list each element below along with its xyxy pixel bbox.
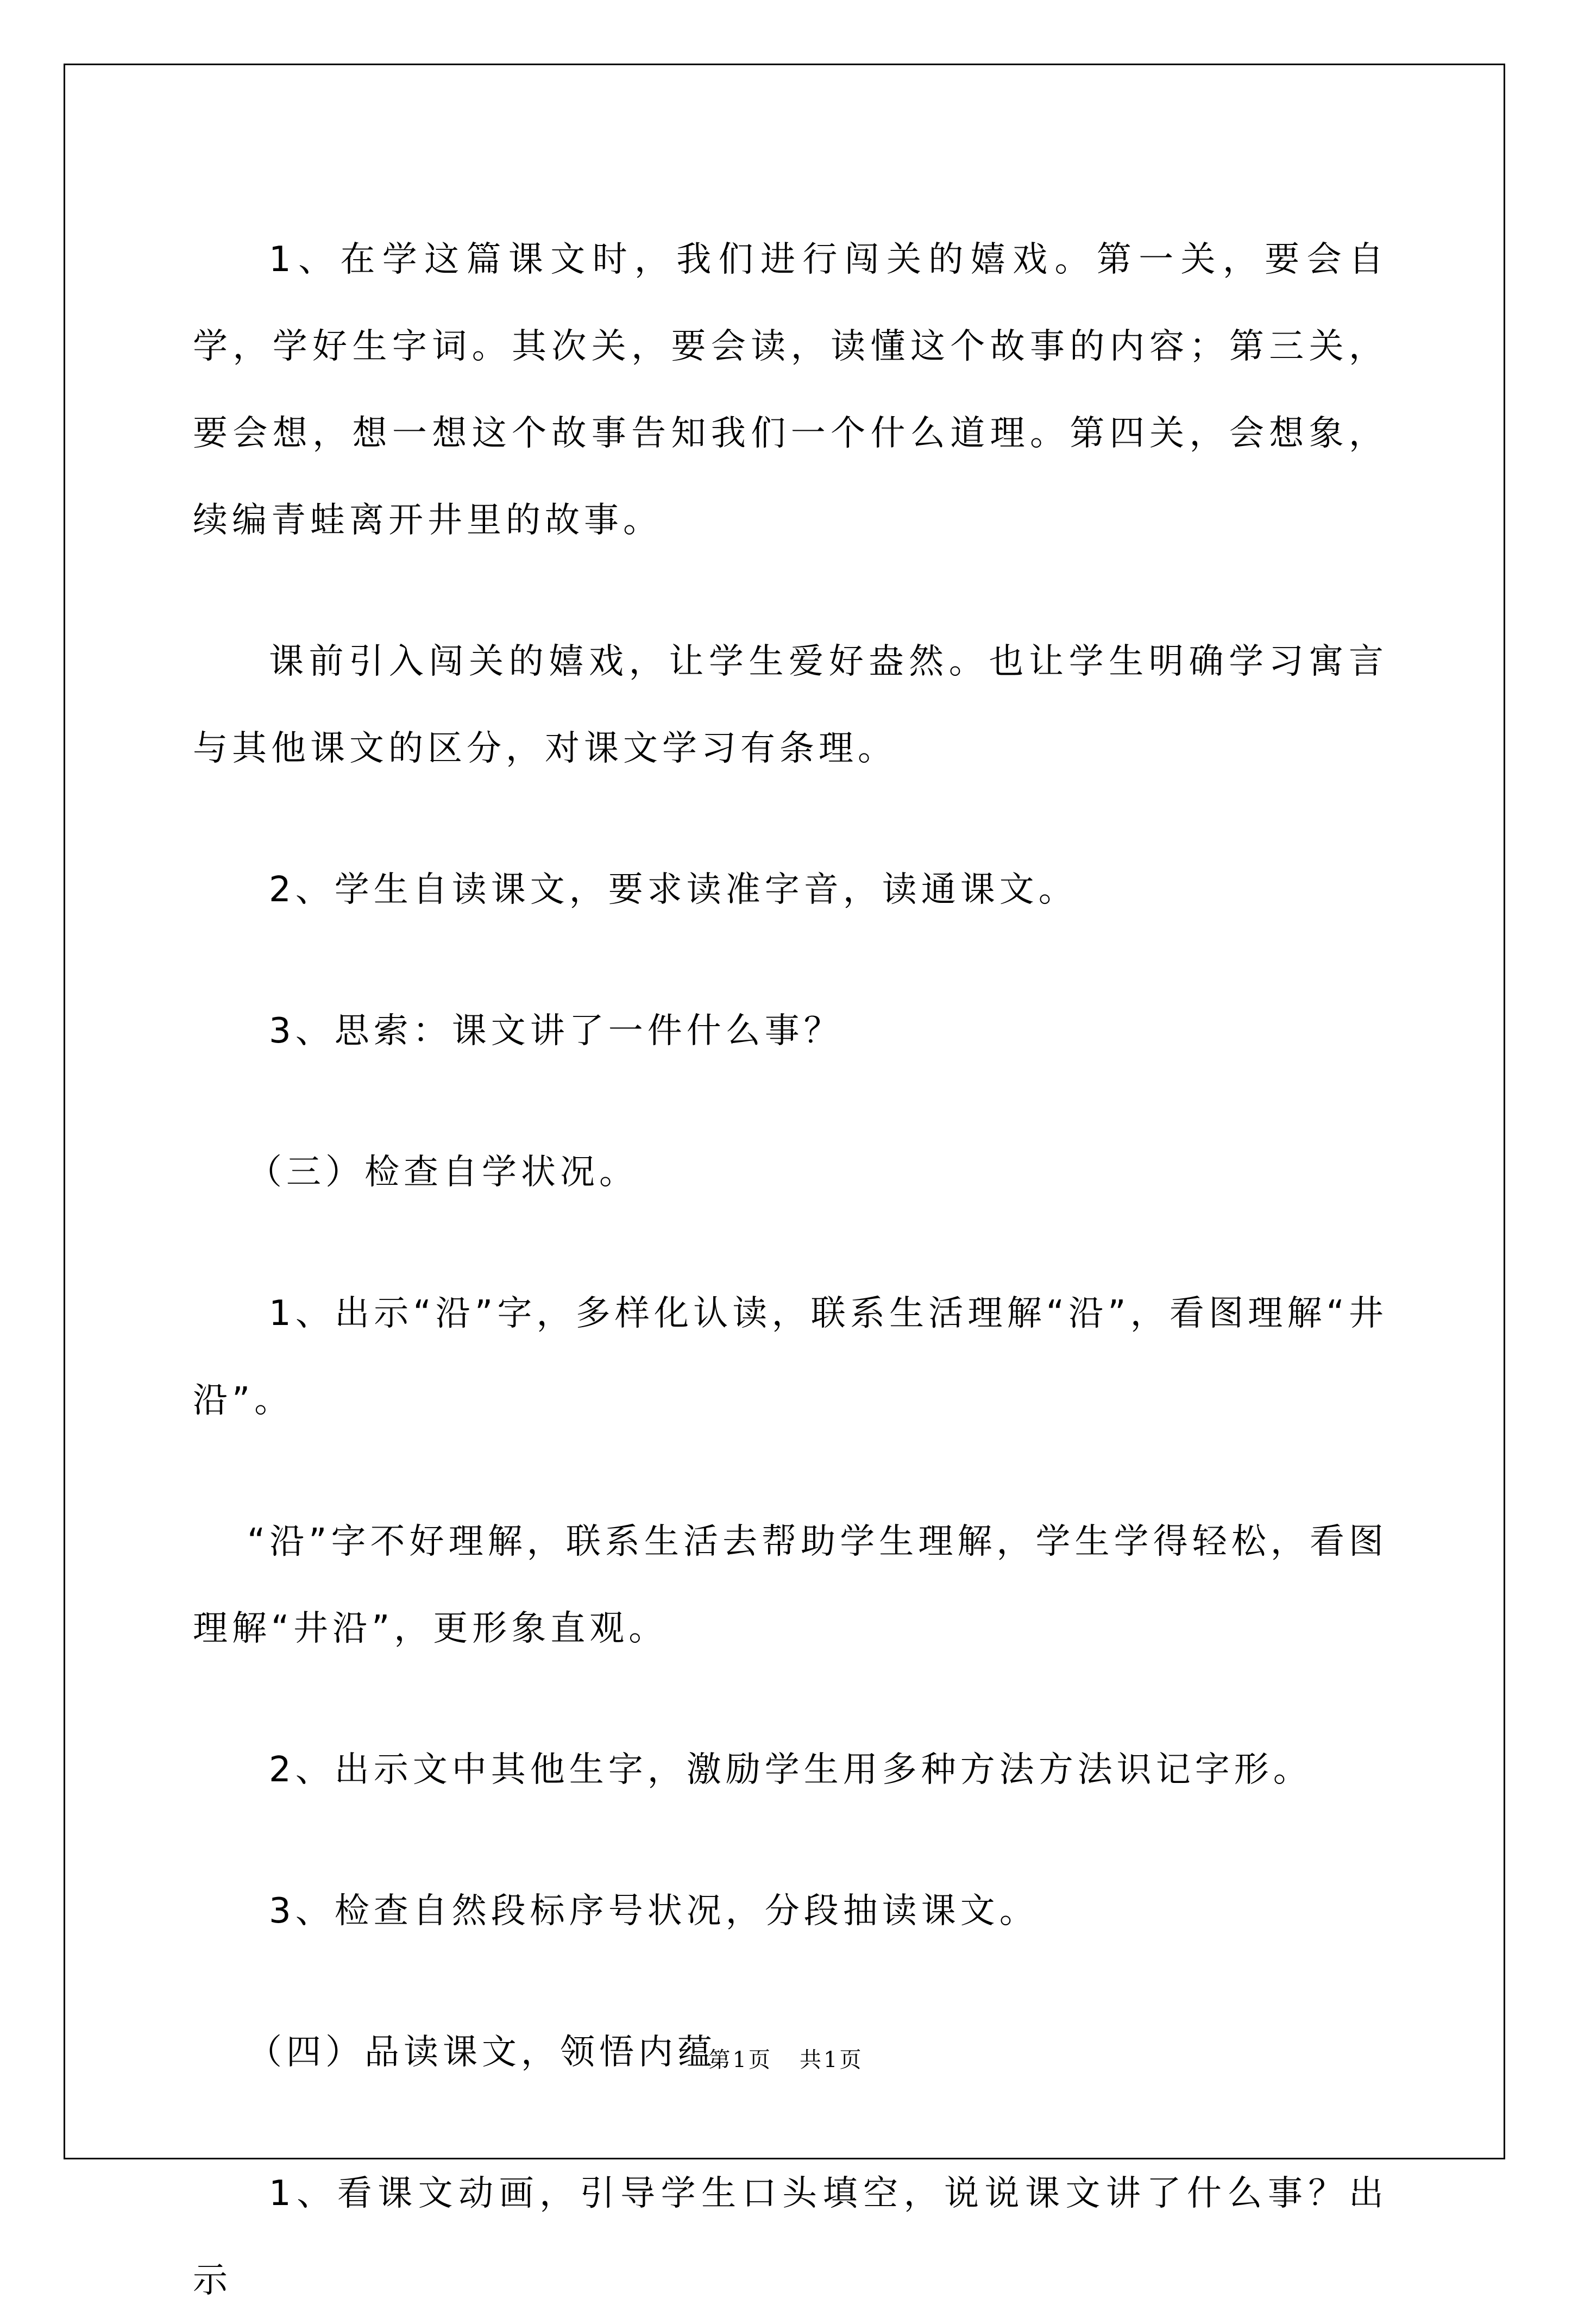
paragraph-8: 2、出示文中其他生字，激励学生用多种方法方法识记字形。	[269, 1750, 1312, 1790]
page-number: 第1页	[708, 2047, 772, 2072]
document-body	[193, 216, 1388, 2324]
paragraph-3: 2、学生自读课文，要求读准字音，读通课文。	[269, 870, 1078, 910]
paragraph-6: 1、出示“沿”字，多样化认读，联系生活理解“沿”，看图理解“井沿”。	[193, 1293, 1388, 1421]
page-footer	[0, 2043, 1572, 2074]
page-total: 共1页	[800, 2047, 864, 2072]
paragraph-2: 课前引入闯关的嬉戏，让学生爱好盎然。也让学生明确学习寓言与其他课文的区分，对课文学习有条理。	[193, 642, 1388, 769]
paragraph-4: 3、思索：课文讲了一件什么事？	[269, 1011, 843, 1051]
paragraph-11: 1、看课文动画，引导学生口头填空，说说课文讲了什么事？出示	[193, 2174, 1388, 2301]
paragraph-1: 1、在学这篇课文时，我们进行闯关的嬉戏。第一关，要会自学，学好生字词。其次关，要会读，读懂这个故事的内容；第三关，要会想，想一想这个故事告知我们一个什么道理。第四关，会想象，续编青蛙离开井里的故事。	[193, 240, 1388, 541]
section-heading-4: （四）品读课文，领悟内蕴	[247, 2032, 716, 2072]
paragraph-7: “沿”字不好理解，联系生活去帮助学生理解，学生学得轻松，看图理解“井沿”，更形象直观。	[193, 1522, 1388, 1649]
paragraph-9: 3、检查自然段标序号状况，分段抽读课文。	[269, 1891, 1039, 1931]
section-heading-3: （三）检查自学状况。	[247, 1152, 638, 1192]
